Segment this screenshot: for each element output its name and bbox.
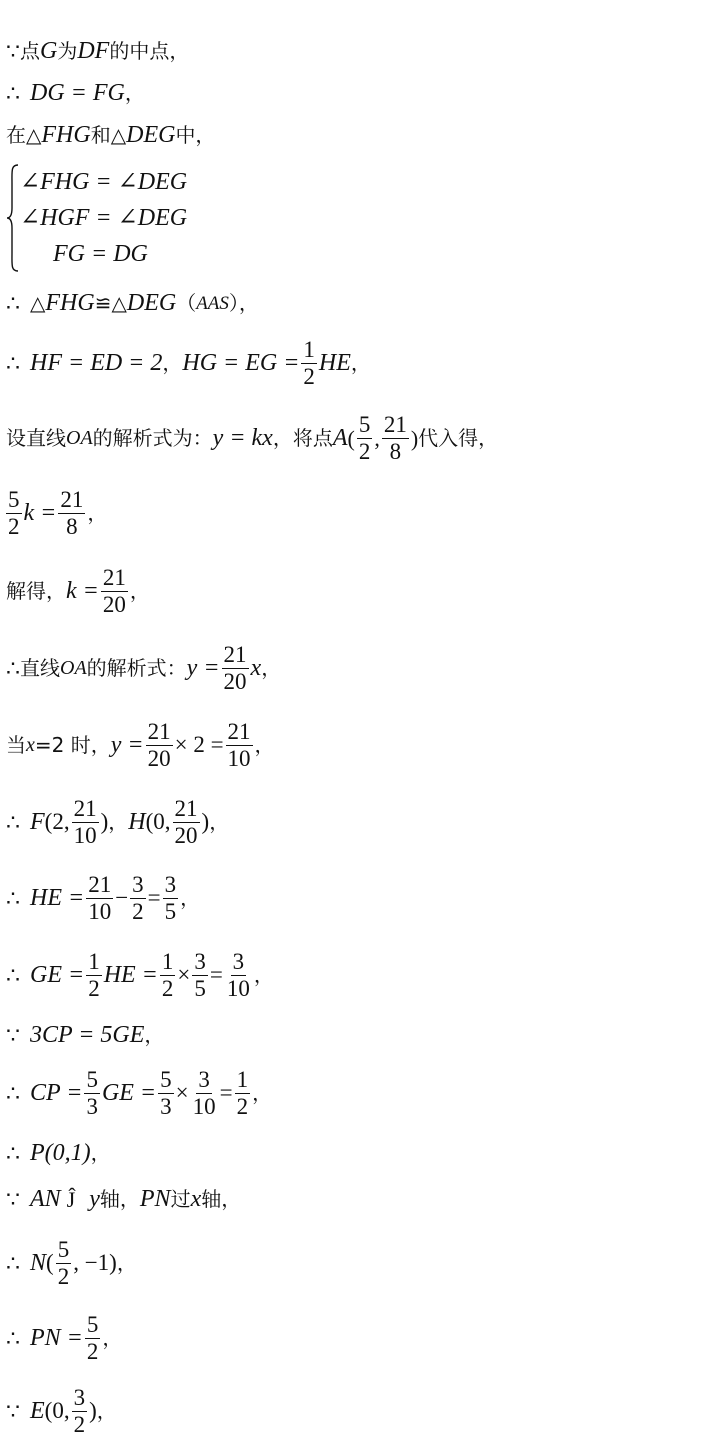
line-oa-result — [6, 643, 281, 694]
text: 点 — [20, 39, 40, 64]
fraction — [84, 1068, 100, 1119]
text: 和△ — [90, 123, 127, 148]
fraction — [192, 950, 208, 1001]
line-e-point — [6, 1386, 117, 1437]
var: x — [190, 1186, 202, 1212]
var: y — [89, 1186, 100, 1212]
punct: ， — [180, 886, 201, 911]
equation: GE = — [101, 1079, 157, 1106]
therefore-symbol: ∴ — [6, 1325, 20, 1351]
glyph: Ĵ — [66, 1187, 76, 1213]
equation: y = — [186, 654, 220, 681]
denominator: 10 — [73, 823, 97, 849]
var: F — [30, 808, 45, 835]
fraction — [158, 1068, 174, 1119]
paren: ) — [100, 809, 109, 835]
denominator: 10 — [192, 1094, 216, 1120]
punct: ， — [102, 1326, 123, 1351]
var: E — [30, 1397, 45, 1424]
fraction — [173, 797, 200, 848]
coord: (2, — [44, 809, 70, 835]
equation: k = — [23, 499, 57, 526]
text: 的解析式为： — [92, 426, 213, 451]
denominator: 2 — [57, 1264, 70, 1290]
numerator: 5 — [85, 1313, 101, 1339]
equation: HG = EG = — [182, 349, 300, 376]
system-row-1: ∠FHG = ∠DEG — [20, 169, 188, 195]
numerator: 21 — [58, 488, 85, 514]
line-f-h-points — [6, 797, 229, 848]
fraction — [58, 488, 85, 539]
numerator: 21 — [86, 873, 113, 899]
denominator: 2 — [161, 976, 174, 1002]
numerator: 21 — [146, 720, 173, 746]
fraction — [191, 1068, 218, 1119]
fraction — [85, 1313, 101, 1364]
denominator: 5 — [164, 899, 177, 925]
numerator: 1 — [235, 1068, 251, 1094]
var: PN — [139, 1186, 171, 1212]
numerator: 3 — [130, 873, 146, 899]
denominator: 2 — [132, 899, 144, 925]
operator: = — [219, 1080, 233, 1106]
text: 直线 — [20, 656, 60, 681]
var: A — [332, 424, 348, 451]
coord: (0, — [145, 809, 171, 835]
numerator: 5 — [158, 1068, 174, 1094]
line-dg-eq-fg — [6, 80, 145, 108]
punct: ， — [252, 1081, 273, 1106]
text: 中， — [175, 123, 216, 148]
text: 过 — [170, 1187, 191, 1212]
text: 设直线 — [6, 426, 66, 451]
fraction — [163, 873, 179, 924]
text: 的解析式： — [86, 656, 187, 681]
numerator: 1 — [86, 950, 102, 976]
var: DEG — [126, 122, 176, 148]
denominator: 2 — [8, 514, 20, 540]
var: G — [40, 38, 58, 64]
paren: ) — [410, 425, 419, 451]
denominator: 20 — [223, 669, 247, 695]
operator: × — [177, 962, 191, 988]
fraction — [382, 413, 409, 464]
punct: ， — [162, 351, 183, 376]
line-solve-k — [6, 566, 150, 617]
operator: × — [175, 1080, 189, 1106]
denominator: 10 — [88, 899, 112, 925]
text: 当 — [6, 733, 26, 758]
var: x — [26, 734, 35, 757]
line-an-pn — [6, 1186, 241, 1214]
fraction — [130, 873, 146, 924]
text: 轴， — [201, 1187, 242, 1212]
text: 代入得， — [418, 426, 499, 451]
punct: ， — [254, 733, 275, 758]
line-triangles-intro — [6, 122, 215, 150]
paren: ( — [46, 1250, 54, 1276]
because-symbol: ∵ — [6, 1187, 20, 1213]
equation: P(0,1) — [30, 1140, 91, 1166]
punct: ， — [87, 501, 108, 526]
text: 轴， — [99, 1187, 140, 1212]
because-symbol: ∵ — [6, 39, 20, 65]
numerator: 3 — [72, 1386, 88, 1412]
denominator: 20 — [174, 823, 198, 849]
numerator: 21 — [101, 566, 128, 592]
denominator: 8 — [66, 514, 78, 540]
paren: ) — [201, 809, 210, 835]
operator: − — [115, 885, 129, 911]
denominator: 3 — [160, 1094, 172, 1120]
equation: HE = — [103, 961, 158, 988]
because-symbol: ∵ — [6, 1023, 20, 1049]
line-3cp — [6, 1022, 164, 1050]
equation: DG = FG — [30, 80, 125, 106]
equation: y = kx — [212, 424, 273, 451]
text: ）， — [228, 291, 259, 316]
equation: HE = — [30, 884, 85, 911]
fraction — [101, 566, 128, 617]
denominator: 10 — [226, 976, 250, 1002]
system-row-3: FG = DG — [53, 241, 148, 267]
fraction — [235, 1068, 251, 1119]
therefore-symbol: ∴ — [6, 1250, 20, 1276]
fraction — [86, 873, 113, 924]
text: 在△ — [6, 123, 42, 148]
fraction — [6, 488, 22, 539]
because-symbol: ∵ — [6, 1398, 20, 1424]
line-k-equation — [6, 488, 107, 539]
equation: PN = — [30, 1324, 83, 1351]
denominator: 2 — [303, 364, 315, 390]
fraction — [160, 950, 176, 1001]
line-oa-setup — [6, 413, 498, 464]
var: N — [30, 1249, 47, 1276]
equation: y = — [110, 731, 144, 758]
fraction — [72, 797, 99, 848]
line-congruent — [6, 290, 259, 318]
numerator: 1 — [160, 950, 176, 976]
denominator: 3 — [86, 1094, 98, 1120]
equation: HF = ED = 2 — [30, 349, 163, 376]
fraction — [146, 720, 173, 771]
line-x-equals-2 — [6, 720, 275, 771]
fraction — [225, 950, 252, 1001]
punct: ， — [96, 1399, 117, 1424]
equation: × 2 = — [174, 732, 224, 758]
numerator: 3 — [231, 950, 247, 976]
line-hf-hg — [6, 338, 371, 389]
line-cp — [6, 1068, 272, 1119]
punct: ， — [108, 810, 129, 835]
equation-system — [6, 163, 266, 273]
therefore-symbol: ∴ — [6, 1080, 20, 1106]
punct: ， — [116, 1251, 137, 1276]
var: x — [250, 654, 262, 681]
punct: ， — [144, 1023, 165, 1048]
therefore-symbol: ∴ — [6, 655, 20, 681]
punct: ， — [129, 579, 150, 604]
numerator: 21 — [173, 797, 200, 823]
line-he — [6, 873, 200, 924]
punct: ， — [261, 656, 282, 681]
equation: GE = — [30, 961, 85, 988]
system-row-2: ∠HGF = ∠DEG — [20, 205, 188, 231]
denominator: 20 — [102, 592, 126, 618]
coord: (0, — [44, 1398, 70, 1424]
text: 为 — [57, 39, 78, 64]
equation: k = — [66, 577, 99, 604]
var: H — [128, 808, 146, 835]
therefore-symbol: ∴ — [6, 81, 20, 107]
fraction — [222, 643, 249, 694]
denominator: 2 — [358, 439, 371, 465]
text: =2 时， — [34, 733, 111, 758]
comma: , — [374, 425, 380, 451]
fraction — [72, 1386, 88, 1437]
numerator: 3 — [196, 1068, 212, 1094]
paren: ( — [347, 425, 355, 451]
var: OA — [66, 427, 93, 450]
punct: ， — [90, 1141, 111, 1166]
line-pn — [6, 1313, 122, 1364]
left-brace-icon — [6, 163, 20, 273]
fraction — [226, 720, 253, 771]
denominator: 2 — [88, 976, 100, 1002]
numerator: 21 — [72, 797, 99, 823]
therefore-symbol: ∴ — [6, 291, 20, 317]
operator: = — [147, 885, 161, 911]
numerator: 21 — [226, 720, 253, 746]
paren: ) — [89, 1398, 97, 1424]
fraction — [301, 338, 317, 389]
var: HE — [318, 349, 351, 376]
operator: = — [209, 962, 223, 988]
therefore-symbol: ∴ — [6, 962, 20, 988]
therefore-symbol: ∴ — [6, 885, 20, 911]
text: ，将点 — [272, 426, 333, 451]
punct: ， — [350, 351, 371, 376]
denominator: 2 — [73, 1412, 86, 1438]
punct: ， — [253, 963, 274, 988]
numerator: 5 — [84, 1068, 100, 1094]
text: 的中点， — [109, 39, 190, 64]
numerator: 21 — [222, 643, 249, 669]
coord: , −1) — [73, 1250, 117, 1276]
numerator: 5 — [56, 1238, 72, 1264]
denominator: 2 — [236, 1094, 249, 1120]
var: DF — [77, 38, 110, 64]
var: FHG — [45, 290, 95, 316]
line-p-point — [6, 1140, 111, 1168]
line-midpoint — [6, 38, 189, 66]
var: FHG — [41, 122, 91, 148]
equation: 3CP = 5GE — [30, 1022, 145, 1048]
denominator: 10 — [227, 746, 251, 772]
var: AN — [30, 1186, 61, 1212]
denominator: 8 — [389, 439, 402, 465]
text: （ — [176, 291, 197, 316]
denominator: 20 — [147, 746, 171, 772]
line-n-point — [6, 1238, 137, 1289]
text: 解得， — [6, 579, 66, 604]
numerator: 5 — [6, 488, 22, 514]
denominator: 5 — [194, 976, 206, 1002]
therefore-symbol: ∴ — [6, 809, 20, 835]
punct: ， — [209, 810, 230, 835]
therefore-symbol: ∴ — [6, 350, 20, 376]
therefore-symbol: ∴ — [6, 1141, 20, 1167]
text: △ — [30, 291, 46, 316]
fraction — [86, 950, 102, 1001]
denominator: 2 — [86, 1339, 99, 1365]
fraction — [56, 1238, 72, 1289]
numerator: 5 — [357, 413, 373, 439]
numerator: 3 — [163, 873, 179, 899]
fraction — [357, 413, 373, 464]
numerator: 21 — [382, 413, 409, 439]
var: DEG — [126, 290, 177, 316]
punct: ， — [124, 81, 145, 106]
line-ge — [6, 950, 274, 1001]
text: ≌△ — [94, 291, 127, 316]
equation: CP = — [30, 1079, 83, 1106]
numerator: 3 — [192, 950, 208, 976]
var: OA — [60, 657, 87, 680]
numerator: 1 — [301, 338, 317, 364]
var: AAS — [196, 292, 229, 314]
